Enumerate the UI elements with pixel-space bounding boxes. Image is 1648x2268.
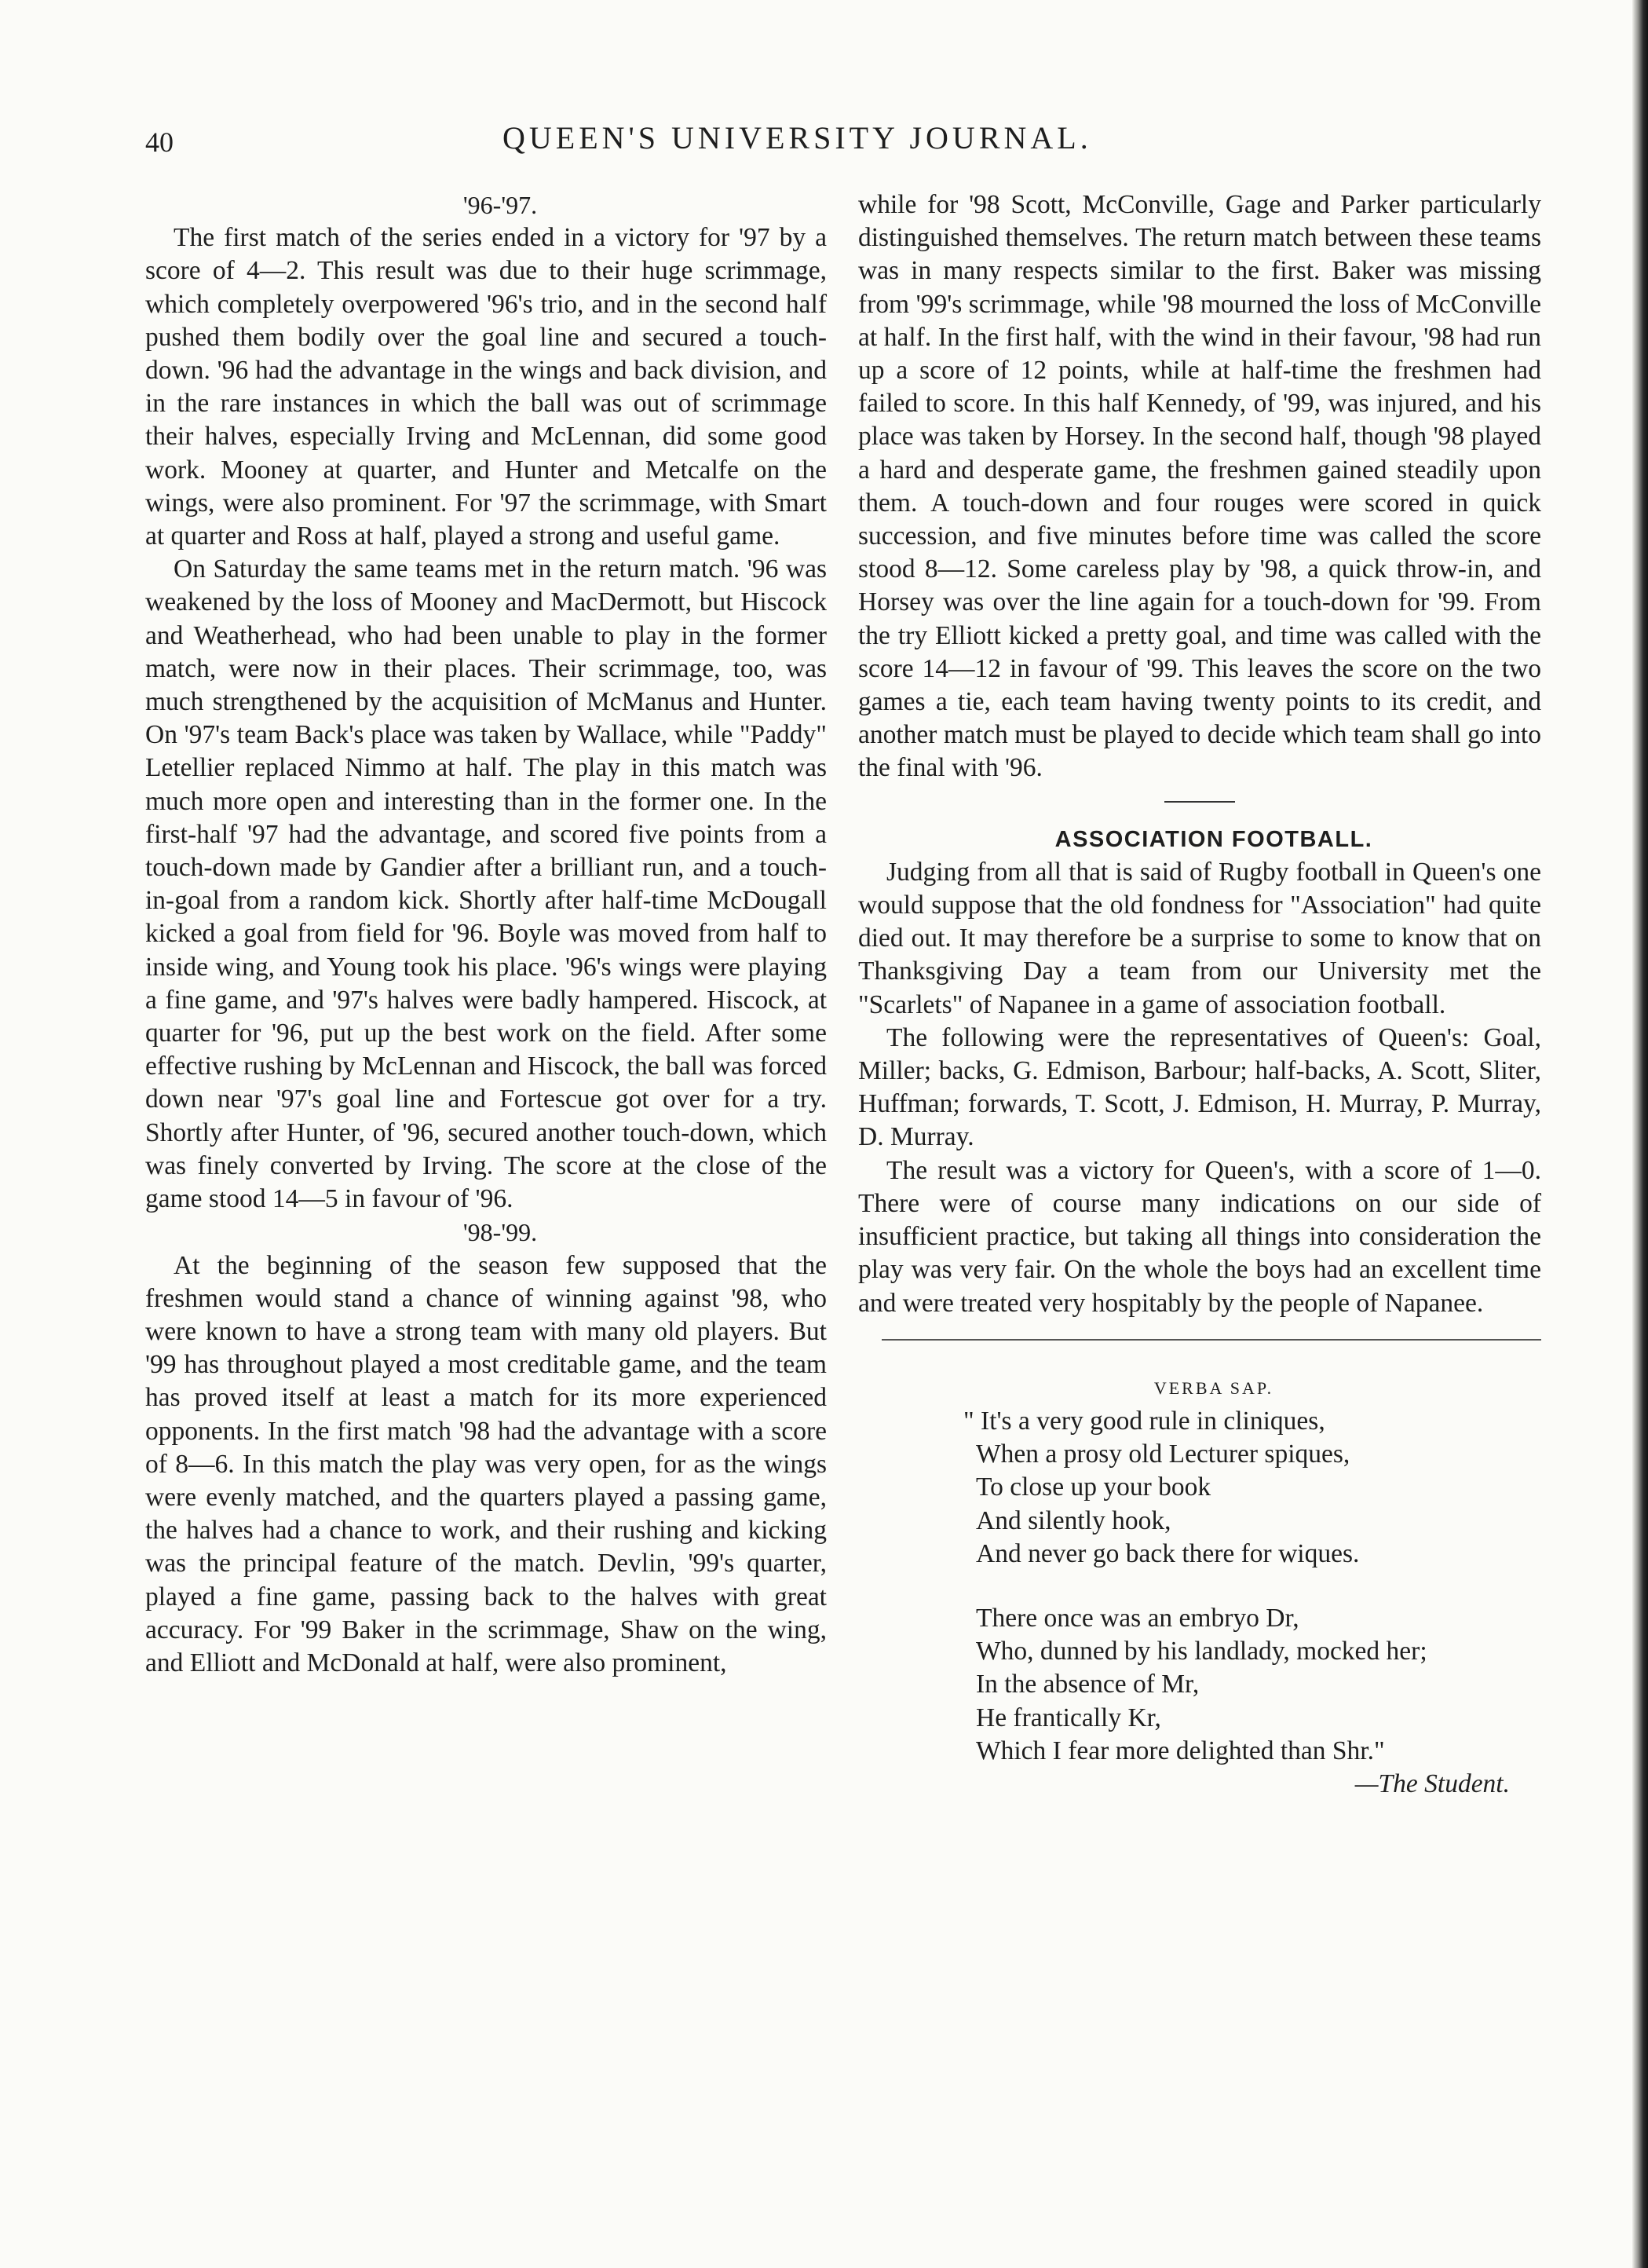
right-column [858,188,1541,1801]
section-divider-long [882,1339,1541,1341]
poem-line: In the absence of Mr, [976,1670,1200,1699]
section-title-association-football: ASSOCIATION FOOTBALL. [1054,826,1373,852]
page-number: 40 [145,126,174,158]
article-paragraph: The first match of the series ended in a victory for '97 by a score of 4—2. This result was due to their huge scrimmage, which completely overpowered '96's trio, and in the second half pushed them bodily over the goal line and secured a touch-down. '96 had the advantage in the wings and back division, and in the rare instances in which the ball was out of scrimmage their halves, especially Irving and McLennan, did some good work. Mooney at quarter, and Hunter and Metcalfe on the wings, were also prominent. For '97 the scrimmage, with Smart at quarter and Ross at half, played a strong and useful game. [145,223,827,551]
section-divider [1164,801,1235,803]
poem-line: " It's a very good rule in cliniques, [963,1406,1325,1436]
poem-line: To close up your book [976,1472,1211,1502]
stanza-gap [935,1571,1541,1602]
poem-line: And silently hook, [976,1505,1171,1535]
poem-title: VERBA SAP. [1153,1377,1274,1398]
poem-line: And never go back there for wiques. [976,1538,1360,1568]
poem-line: Which I fear more delighted than Shr." [976,1736,1385,1765]
poem-line: When a prosy old Lecturer spiques, [976,1439,1350,1469]
article-paragraph: The result was a victory for Queen's, with a score of 1—0. There were of course many indications on our side of insufficient practice, but taking all things into consideration the play was very fair. On the whole the boys had an excellent time and were treated very hospitably by the people of Napanee. [858,1155,1541,1318]
poem-line: Who, dunned by his landlady, mocked her; [976,1637,1427,1666]
left-column [145,188,827,1680]
section-heading-98-99: '98-'99. [462,1218,538,1247]
article-paragraph: Judging from all that is said of Rugby football in Queen's one would suppose that the old fondness for "Association" had quite died out. It may therefore be a surprise to some to know that on Thanksgiving Day a team from our University met the "Scarlets" of Napanee in a game of association football. [858,857,1541,1019]
section-heading-96-97: '96-'97. [462,191,538,219]
poem [935,1405,1541,1768]
poem-attribution: —The Student. [1354,1769,1510,1798]
running-head [0,119,1492,166]
poem-line: There once was an embryo Dr, [976,1603,1299,1633]
poem-line: He frantically Kr, [976,1703,1161,1732]
article-paragraph-continued: while for '98 Scott, McConville, Gage and Parker particularly distinguished themselves. The return match between these teams was in many respects similar to the first. Baker was missing from '99's scrimmage, while '98 mourned the loss of McConville at half. In the first half, with the wind in their favour, '98 had run up a score of 12 points, while at half-time the freshmen had failed to score. In this half Kennedy, of '99, was injured, and his place was taken by Horsey. In the second half, though '98 played a hard and desperate game, the freshmen gained steadily upon them. A touch-down and four rouges were scored in quick succession, and five minutes before time was called the score stood 8—12. Some careless play by '98, a quick throw-in, and Horsey was over the line again for a touch-down for '99. From the try Elliott kicked a pretty goal, and time was called with the score 14—12 in favour of '99. This leaves the score on the two games a tie, each team having twenty points to its credit, and another match must be played to decide which team shall go into the final with '96. [858,190,1541,783]
article-paragraph: The following were the representatives of Queen's: Goal, Miller; backs, G. Edmison, Barbour; half-backs, A. Scott, Sliter, Huffman; forwards, T. Scott, J. Edmison, H. Murray, P. Murray, D. Murray. [858,1022,1541,1152]
article-paragraph: On Saturday the same teams met in the return match. '96 was weakened by the loss of Mooney and MacDermott, but Hiscock and Weatherhead, who had been unable to play in the former match, were now in their places. Their scrimmage, too, was much strengthened by the acquisition of McManus and Hunter. On '97's team Back's place was taken by Wallace, while "Paddy" Letellier replaced Nimmo at half. The play in this match was much more open and interesting than in the former one. In the first-half '97 had the advantage, and scored five points from a touch-down made by Gandier after a brilliant run, and a touch-in-goal from a random kick. Shortly after half-time McDougall kicked a goal from field for '96. Boyle was moved from half to inside wing, and Young took his place. '96's wings were playing a fine game, and '97's halves were badly hampered. Hiscock, at quarter for '96, put up the best work on the field. After some effective rushing by McLennan and Hiscock, the ball was forced down near '97's goal line and Fortescue got over for a try. Shortly after Hunter, of '96, secured another touch-down, which was finely converted by Irving. The score at the close of the game stood 14—5 in favour of '96. [145,554,827,1214]
article-paragraph: At the beginning of the season few supposed that the freshmen would stand a chance of winning against '98, who were known to have a strong team with many old players. But '99 has throughout played a most creditable game, and the team has proved itself at least a match for its more experienced opponents. In the first match '98 had the advantage with a score of 8—6. In this match the play was very open, for as the wings were evenly matched, and the quarters played a passing game, the halves had a chance to work, and their rushing and kicking was the principal feature of the match. Devlin, '99's quarter, played a fine game, passing back to the halves with great accuracy. For '99 Baker in the scrimmage, Shaw on the wing, and Elliott and McDonald at half, were also prominent, [145,1250,827,1677]
page-edge [1632,0,1648,2268]
journal-title: QUEEN'S UNIVERSITY JOURNAL. [502,120,1092,155]
